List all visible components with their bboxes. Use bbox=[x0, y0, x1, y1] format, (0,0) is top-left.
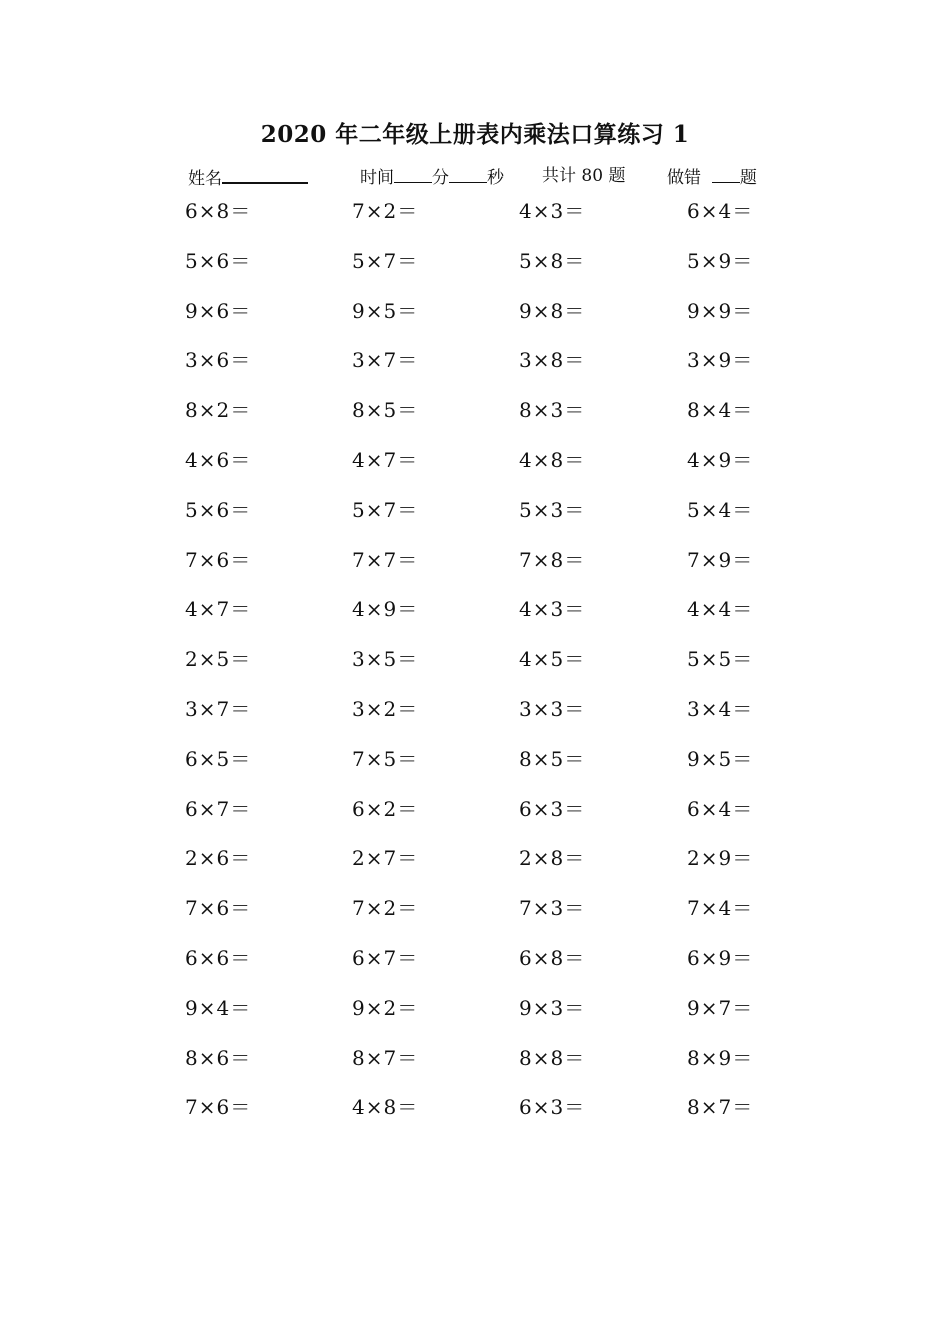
multiplication-problem: 3×2＝ bbox=[352, 696, 419, 721]
multiplication-problem: 5×8＝ bbox=[519, 248, 586, 273]
multiplication-problem: 4×7＝ bbox=[185, 597, 252, 622]
multiplication-problem: 7×6＝ bbox=[185, 1095, 252, 1120]
multiplication-problem: 5×6＝ bbox=[185, 248, 252, 273]
multiplication-problem: 4×8＝ bbox=[519, 447, 586, 472]
multiplication-problem: 3×4＝ bbox=[687, 696, 754, 721]
name-field bbox=[188, 164, 308, 191]
multiplication-problem: 9×2＝ bbox=[352, 995, 419, 1020]
multiplication-problem: 7×2＝ bbox=[352, 896, 419, 921]
multiplication-problem: 5×4＝ bbox=[687, 497, 754, 522]
multiplication-problem: 6×4＝ bbox=[687, 796, 754, 821]
multiplication-problem: 4×9＝ bbox=[352, 597, 419, 622]
multiplication-problem: 7×4＝ bbox=[687, 896, 754, 921]
problem-row bbox=[185, 546, 805, 596]
problem-row bbox=[185, 247, 805, 297]
multiplication-problem: 2×5＝ bbox=[185, 647, 252, 672]
time-field bbox=[360, 164, 504, 190]
multiplication-problem: 8×5＝ bbox=[352, 398, 419, 423]
multiplication-problem: 9×5＝ bbox=[352, 298, 419, 323]
multiplication-problem: 9×8＝ bbox=[519, 298, 586, 323]
multiplication-problem: 7×3＝ bbox=[519, 896, 586, 921]
multiplication-problem: 4×6＝ bbox=[185, 447, 252, 472]
multiplication-problem: 3×5＝ bbox=[352, 647, 419, 672]
multiplication-problem: 8×2＝ bbox=[185, 398, 252, 423]
multiplication-problem: 2×7＝ bbox=[352, 846, 419, 871]
multiplication-problem: 5×7＝ bbox=[352, 248, 419, 273]
problem-row bbox=[185, 346, 805, 396]
problem-row bbox=[185, 645, 805, 695]
problem-row bbox=[185, 745, 805, 795]
worksheet-title: 2020 年二年级上册表内乘法口算练习 1 bbox=[260, 121, 690, 148]
multiplication-problem: 4×9＝ bbox=[687, 447, 754, 472]
multiplication-problem: 6×7＝ bbox=[185, 796, 252, 821]
multiplication-problem: 6×8＝ bbox=[185, 199, 252, 223]
problem-row bbox=[185, 795, 805, 845]
multiplication-problem: 3×6＝ bbox=[185, 348, 252, 373]
wrong-blank[interactable] bbox=[712, 164, 740, 183]
multiplication-problem: 2×6＝ bbox=[185, 846, 252, 871]
problem-grid bbox=[185, 197, 805, 1143]
problem-row bbox=[185, 595, 805, 645]
multiplication-problem: 3×9＝ bbox=[687, 348, 754, 373]
multiplication-problem: 4×5＝ bbox=[519, 647, 586, 672]
multiplication-problem: 7×2＝ bbox=[352, 199, 419, 223]
multiplication-problem: 5×3＝ bbox=[519, 497, 586, 522]
multiplication-problem: 6×9＝ bbox=[687, 945, 754, 970]
multiplication-problem: 8×3＝ bbox=[519, 398, 586, 423]
multiplication-problem: 3×7＝ bbox=[185, 696, 252, 721]
multiplication-problem: 6×7＝ bbox=[352, 945, 419, 970]
multiplication-problem: 9×5＝ bbox=[687, 746, 754, 771]
wrong-field bbox=[667, 164, 757, 190]
multiplication-problem: 7×5＝ bbox=[352, 746, 419, 771]
multiplication-problem: 6×6＝ bbox=[185, 945, 252, 970]
minute-label: 分 bbox=[432, 168, 449, 188]
multiplication-problem: 8×4＝ bbox=[687, 398, 754, 423]
problem-row bbox=[185, 994, 805, 1044]
multiplication-problem: 5×5＝ bbox=[687, 647, 754, 672]
problem-row bbox=[185, 1044, 805, 1094]
multiplication-problem: 4×3＝ bbox=[519, 597, 586, 622]
multiplication-problem: 8×6＝ bbox=[185, 1045, 252, 1070]
multiplication-problem: 4×8＝ bbox=[352, 1095, 419, 1120]
multiplication-problem: 3×7＝ bbox=[352, 348, 419, 373]
wrong-unit: 题 bbox=[739, 168, 757, 188]
multiplication-problem: 9×4＝ bbox=[185, 995, 252, 1020]
multiplication-problem: 4×7＝ bbox=[352, 447, 419, 472]
problem-row bbox=[185, 1093, 805, 1143]
problem-row bbox=[185, 446, 805, 496]
multiplication-problem: 3×8＝ bbox=[519, 348, 586, 373]
wrong-label: 做错 bbox=[667, 168, 701, 188]
problem-row bbox=[185, 396, 805, 446]
multiplication-problem: 9×3＝ bbox=[519, 995, 586, 1020]
multiplication-problem: 8×8＝ bbox=[519, 1045, 586, 1070]
multiplication-problem: 4×3＝ bbox=[519, 199, 586, 223]
problem-row bbox=[185, 695, 805, 745]
problem-row bbox=[185, 297, 805, 347]
multiplication-problem: 8×9＝ bbox=[687, 1045, 754, 1070]
multiplication-problem: 7×8＝ bbox=[519, 547, 586, 572]
multiplication-problem: 7×6＝ bbox=[185, 896, 252, 921]
multiplication-problem: 2×9＝ bbox=[687, 846, 754, 871]
second-label: 秒 bbox=[487, 168, 504, 188]
multiplication-problem: 6×2＝ bbox=[352, 796, 419, 821]
multiplication-problem: 5×9＝ bbox=[687, 248, 754, 273]
problem-row bbox=[185, 844, 805, 894]
time-label: 时间 bbox=[360, 168, 394, 188]
multiplication-problem: 6×3＝ bbox=[519, 1095, 586, 1120]
multiplication-problem: 5×7＝ bbox=[352, 497, 419, 522]
name-label: 姓名 bbox=[188, 169, 222, 189]
multiplication-problem: 6×4＝ bbox=[687, 199, 754, 223]
multiplication-problem: 8×7＝ bbox=[687, 1095, 754, 1120]
multiplication-problem: 7×9＝ bbox=[687, 547, 754, 572]
multiplication-problem: 5×6＝ bbox=[185, 497, 252, 522]
total-count: 共计 80 题 bbox=[542, 166, 626, 186]
multiplication-problem: 6×8＝ bbox=[519, 945, 586, 970]
multiplication-problem: 8×7＝ bbox=[352, 1045, 419, 1070]
multiplication-problem: 9×6＝ bbox=[185, 298, 252, 323]
multiplication-problem: 7×6＝ bbox=[185, 547, 252, 572]
multiplication-problem: 4×4＝ bbox=[687, 597, 754, 622]
multiplication-problem: 3×3＝ bbox=[519, 696, 586, 721]
multiplication-problem: 9×9＝ bbox=[687, 298, 754, 323]
name-blank[interactable] bbox=[222, 164, 308, 184]
multiplication-problem: 8×5＝ bbox=[519, 746, 586, 771]
problem-row bbox=[185, 197, 805, 247]
second-blank[interactable] bbox=[449, 164, 487, 183]
problem-row bbox=[185, 496, 805, 546]
minute-blank[interactable] bbox=[394, 164, 432, 183]
multiplication-problem: 7×7＝ bbox=[352, 547, 419, 572]
multiplication-problem: 2×8＝ bbox=[519, 846, 586, 871]
multiplication-problem: 6×5＝ bbox=[185, 746, 252, 771]
multiplication-problem: 9×7＝ bbox=[687, 995, 754, 1020]
problem-row bbox=[185, 894, 805, 944]
multiplication-problem: 6×3＝ bbox=[519, 796, 586, 821]
problem-row bbox=[185, 944, 805, 994]
